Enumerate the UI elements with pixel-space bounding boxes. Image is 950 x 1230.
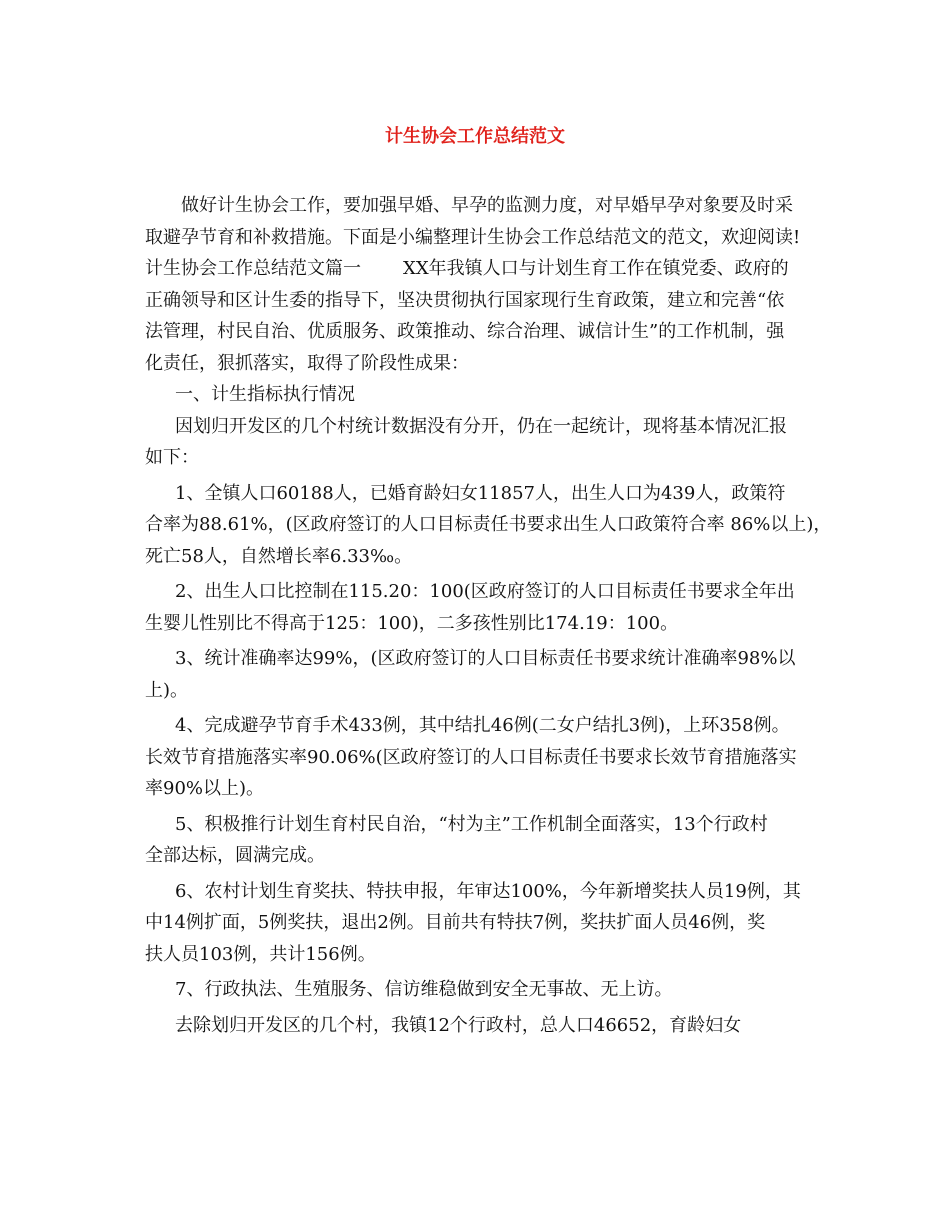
list-item-line: 全部达标，圆满完成。 — [145, 845, 325, 866]
list-item-line: 2、出生人口比控制在115.20：100(区政府签订的人口目标责任书要求全年出 — [175, 581, 795, 602]
list-item-line: 1、全镇人口60188人，已婚育龄妇女11857人，出生人口为439人，政策符 — [175, 482, 786, 504]
list-item-line: 4、完成避孕节育手术433例，其中结扎46例(二女户结扎3例)，上环358例。 — [175, 715, 790, 736]
paragraph-line: 因划归开发区的几个村统计数据没有分开，仍在一起统计，现将基本情况汇报 — [175, 415, 787, 437]
paragraph-text: XX年我镇人口与计划生育工作在镇党委、政府的 — [403, 258, 789, 279]
list-item-line: 7、行政执法、生殖服务、信访维稳做到安全无事故、无上访。 — [175, 979, 673, 1000]
paragraph-line — [145, 253, 825, 285]
document-title: 计生协会工作总结范文 — [385, 126, 565, 147]
list-item-line: 长效节育措施落实率90.06%(区政府签订的人口目标责任书要求长效节育措施落实 — [145, 746, 797, 768]
list-item-line: 合率为88.61%，(区政府签订的人口目标责任书要求出生人口政策符合率 86%以上)， — [145, 514, 832, 535]
list-item-line: 扶人员103例，共计156例。 — [145, 943, 376, 965]
list-item-line: 上)。 — [145, 679, 189, 701]
paragraph-line: 正确领导和区计生委的指导下，坚决贯彻执行国家现行生育政策，建立和完善“依 — [145, 289, 785, 311]
section-heading: 计生协会工作总结范文篇一 — [145, 258, 361, 279]
paragraph-line: 如下： — [145, 447, 199, 468]
document-body — [145, 190, 832, 1041]
list-item-line: 6、农村计划生育奖扶、特扶申报，年审达100%，今年新增奖扶人员19例，其 — [175, 880, 801, 902]
list-item-line: 生婴儿性别比不得高于125：100)，二多孩性别比174.19：100。 — [145, 612, 679, 634]
paragraph-line: 取避孕节育和补救措施。下面是小编整理计生协会工作总结范文的范文，欢迎阅读! — [145, 226, 801, 248]
paragraph-line: 做好计生协会工作，要加强早婚、早孕的监测力度，对早婚早孕对象要及时采 — [181, 195, 793, 216]
paragraph-line: 化责任，狠抓落实，取得了阶段性成果： — [145, 352, 469, 374]
list-item-line: 死亡58人，自然增长率6.33‰。 — [145, 545, 413, 567]
paragraph-line: 去除划归开发区的几个村，我镇12个行政村，总人口46652，育龄妇女 — [175, 1014, 742, 1036]
paragraph-line: 法管理，村民自治、优质服务、政策推动、综合治理、诚信计生”的工作机制，强 — [145, 321, 785, 342]
list-item-line: 率90%以上)。 — [145, 778, 265, 799]
section-heading: 一、计生指标执行情况 — [175, 384, 355, 405]
list-item-line: 中14例扩面，5例奖扶，退出2例。目前共有特扶7例，奖扶扩面人员46例，奖 — [145, 912, 766, 933]
list-item-line: 3、统计准确率达99%，(区政府签订的人口目标责任书要求统计准确率98%以 — [175, 648, 796, 669]
list-item-line: 5、积极推行计划生育村民自治，“村为主”工作机制全面落实，13个行政村 — [175, 813, 768, 835]
